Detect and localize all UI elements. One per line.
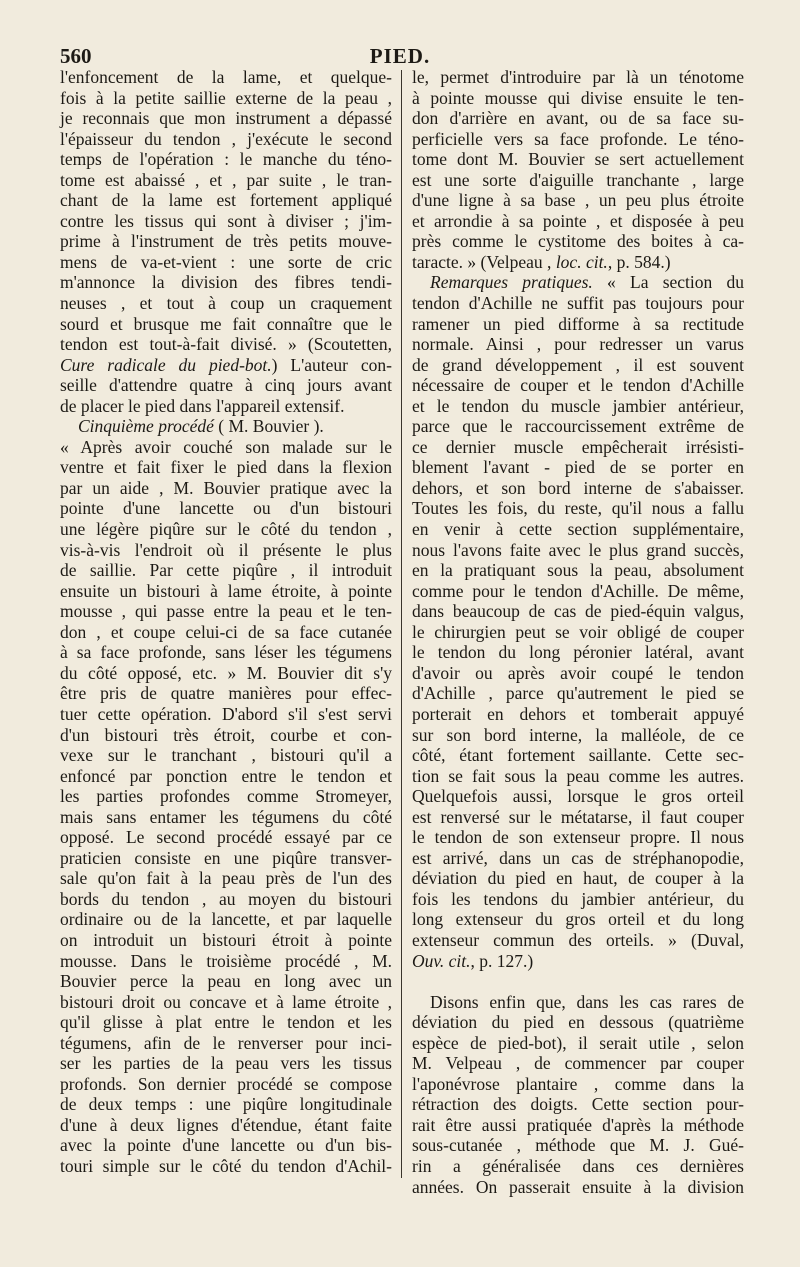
text-line: et arrondie à sa pointe , et disposée à peu [412, 210, 744, 231]
text-line: mousse. Dans le troisième procédé , M. [60, 950, 392, 971]
text-line: Ouv. cit., p. 127.) [412, 950, 534, 971]
page-number: 560 [60, 44, 92, 68]
text-line: est arrivé, dans un cas de stréphanopodie, [412, 847, 744, 868]
text-line: touri simple sur le côté du tendon d'Achil- [60, 1155, 392, 1176]
text-line: le tendon de son extenseur propre. Il nous [412, 827, 744, 848]
text-line: porterait en dehors et tomberait appuyé [412, 703, 744, 724]
text-line: tion se fait sous la peau comme les autres. [412, 765, 744, 786]
text-line: rait être aussi pratiquée d'après la méthode [412, 1114, 744, 1135]
text-line: tuer cette opération. D'abord s'il s'est servi [60, 703, 392, 724]
text-line: côté, étant fortement saillante. Cette sec- [412, 745, 744, 766]
text-line: près comme le cystitome des boites à ca- [412, 231, 744, 252]
text-line: don d'arrière en avant, ou de sa face su- [412, 108, 744, 129]
text-line: les parties profondes comme Stromeyer, [60, 786, 392, 807]
text-line: vis-à-vis l'endroit où il présente le plus [60, 539, 392, 560]
text-line: sourd et brusque me fait connaître que le [60, 313, 392, 334]
text-line: bords du tendon , au moyen du bistouri [60, 888, 392, 909]
text-line: de deux temps : une piqûre longitudinale [60, 1094, 392, 1115]
text-line: sur son bord interne, la malléole, de ce [412, 724, 744, 745]
text-line: fois à la petite saillie externe de la peau , [60, 87, 392, 108]
running-title: PIED. [369, 44, 431, 68]
text-line: une légère piqûre sur le côté du tendon , [60, 519, 392, 540]
text-line: le chirurgien peut se voir obligé de couper [412, 621, 744, 642]
text-line: déviation du pied en dessous (quatrième [412, 1012, 744, 1033]
text-line: est renversé sur le métatarse, il faut couper [412, 806, 744, 827]
text-line [412, 971, 744, 992]
text-line: d'une à deux lignes d'étendue, étant faite [60, 1114, 392, 1135]
text-line: temps de l'opération : le manche du téno- [60, 149, 392, 170]
text-line: Remarques pratiques. « La section du [430, 272, 745, 293]
text-line: mens de va-et-vient : une sorte de cric [60, 251, 392, 272]
text-line: fois les tendons du jambier antérieur, du [412, 888, 744, 909]
text-line: pointe d'une lancette ou d'un bistouri [60, 498, 392, 519]
text-line: je reconnais que mon instrument a dépassé [60, 108, 392, 129]
text-line: vexe sur le tranchant , bistouri qu'il a [60, 745, 392, 766]
text-line: ventre et fait fixer le pied dans la flexion [60, 457, 392, 478]
text-line: don , et coupe celui-ci de sa face cutanée [60, 621, 392, 642]
text-line: neuses , et tout à coup un craquement [60, 293, 392, 314]
text-line: qu'il glisse à plat entre le tendon et les [60, 1012, 392, 1033]
text-line: avec la pointe d'une lancette ou d'un bis- [60, 1135, 392, 1156]
text-line: être pris de quatre manières pour effec- [60, 683, 392, 704]
text-line: chant de la lame est fortement appliqué [60, 190, 392, 211]
text-line: Quelquefois aussi, lorsque le gros orteil [412, 786, 744, 807]
text-line: déviation du pied en haut, de couper à la [412, 868, 744, 889]
text-line: ce dernier muscle empêcherait irrésisti- [412, 436, 744, 457]
text-line: le tendon du long péronier latéral, avant [412, 642, 744, 663]
text-line: prime à l'instrument de très petits mouve- [60, 231, 392, 252]
text-line: du côté opposé, etc. » M. Bouvier dit s'y [60, 662, 392, 683]
text-line: de saillie. Par cette piqûre , il introduit [60, 560, 392, 581]
left-text-column [60, 67, 392, 1177]
text-line: mousse , qui passe entre la peau et le ten- [60, 601, 392, 622]
text-line: nécessaire de couper et le tendon d'Achille [412, 375, 744, 396]
text-line: perficielle vers sa face profonde. Le téno- [412, 128, 744, 149]
text-line: long extenseur du gros orteil et du long [412, 909, 744, 930]
text-line: à sa face profonde, sans léser les tégumens [60, 642, 392, 663]
text-line: on introduit un bistouri étroit à pointe [60, 929, 392, 950]
text-line: M. Velpeau , de commencer par couper [412, 1053, 744, 1074]
text-line: enfoncé par ponction entre le tendon et [60, 765, 392, 786]
text-line: en la pratiquant sous la peau, absolument [412, 560, 744, 581]
text-line: Cure radicale du pied-bot.) L'auteur con- [60, 354, 392, 375]
text-line: dehors, et son bord interne de s'abaisser. [412, 477, 744, 498]
text-line: blement l'avant - pied de se porter en [412, 457, 744, 478]
text-line: parce que le raccourcissement extrême de [412, 416, 744, 437]
text-line: tendon est tout-à-fait divisé. » (Scoutetten, [60, 334, 392, 355]
text-line: normale. Ainsi , pour redresser un varus [412, 334, 744, 355]
text-line: tendon d'Achille ne suffit pas toujours pour [412, 293, 744, 314]
text-line: rétraction des doigts. Cette section pour- [412, 1094, 744, 1115]
text-line: tégumens, afin de le renverser pour inci- [60, 1032, 392, 1053]
text-line: comme pour le tendon d'Achille. De même, [412, 580, 744, 601]
text-line: bistouri droit ou concave et à lame étroite , [60, 991, 392, 1012]
text-line: de placer le pied dans l'appareil extensif. [60, 395, 345, 416]
text-line: rin a généralisée dans ces dernières [412, 1155, 744, 1176]
text-line: espèce de pied-bot), il serait utile , selon [412, 1032, 744, 1053]
text-line: taracte. » (Velpeau , loc. cit., p. 584.) [412, 251, 671, 272]
text-line: « Après avoir couché son malade sur le [60, 436, 392, 457]
text-line: tome dont M. Bouvier se sert actuellement [412, 149, 744, 170]
text-line: seille d'attendre quatre à cinq jours avant [60, 375, 392, 396]
text-line: d'une ligne à sa base , un peu plus étroite [412, 190, 744, 211]
text-line: tome est abaissé , et , par suite , le tran- [60, 169, 392, 190]
text-line: en venir à cette section supplémentaire, [412, 519, 744, 540]
text-line: d'Achille , parce qu'autrement le pied se [412, 683, 744, 704]
text-line: m'annonce la division des fibres tendi- [60, 272, 392, 293]
text-line: années. On passerait ensuite à la division [412, 1176, 744, 1197]
text-line: opposé. Le second procédé essayé par ce [60, 827, 392, 848]
text-line: extenseur commun des orteils. » (Duval, [412, 929, 744, 950]
text-line: de grand développement , il est souvent [412, 354, 744, 375]
text-line: dans beaucoup de cas de pied-équin valgus, [412, 601, 744, 622]
column-divider [401, 70, 402, 1178]
text-line: d'avoir ou après avoir coupé le tendon [412, 662, 744, 683]
text-line: contre les tissus qui sont à diviser ; j'im- [60, 210, 392, 231]
text-line: ordinaire ou de la lancette, et par laquelle [60, 909, 392, 930]
text-line: sous-cutanée , méthode que M. J. Gué- [412, 1135, 744, 1156]
right-text-column [412, 67, 744, 1197]
text-line: par un aide , M. Bouvier pratique avec la [60, 477, 392, 498]
text-line: profonds. Son dernier procédé se compose [60, 1073, 392, 1094]
text-line: mais sans entamer les tégumens du côté [60, 806, 392, 827]
text-line: Cinquième procédé ( M. Bouvier ). [78, 416, 324, 437]
text-line: Disons enfin que, dans les cas rares de [430, 991, 744, 1012]
text-line: et le tendon du muscle jambier antérieur, [412, 395, 744, 416]
text-line: Bouvier perce la peau en long avec un [60, 971, 392, 992]
text-line: sale qu'on fait à la peau près de l'un des [60, 868, 392, 889]
text-line: Toutes les fois, du reste, qu'il nous a fallu [412, 498, 744, 519]
text-line: est une sorte d'aiguille tranchante , large [412, 169, 744, 190]
text-line: le, permet d'introduire par là un ténotome [412, 67, 744, 87]
text-line: ser les parties de la peau vers les tissus [60, 1053, 392, 1074]
text-line: l'aponévrose plantaire , comme dans la [412, 1073, 744, 1094]
text-line: nous l'avons faite avec le plus grand succès, [412, 539, 744, 560]
text-line: ensuite un bistouri à lame étroite, à pointe [60, 580, 392, 601]
text-line: praticien consiste en une piqûre transver- [60, 847, 392, 868]
text-line: à pointe mousse qui divise ensuite le ten- [412, 87, 744, 108]
text-line: ramener un pied difforme à sa rectitude [412, 313, 744, 334]
text-line: l'épaisseur du tendon , j'exécute le second [60, 128, 392, 149]
text-line: l'enfoncement de la lame, et quelque- [60, 67, 392, 87]
text-line: d'un bistouri très étroit, courbe et con- [60, 724, 392, 745]
